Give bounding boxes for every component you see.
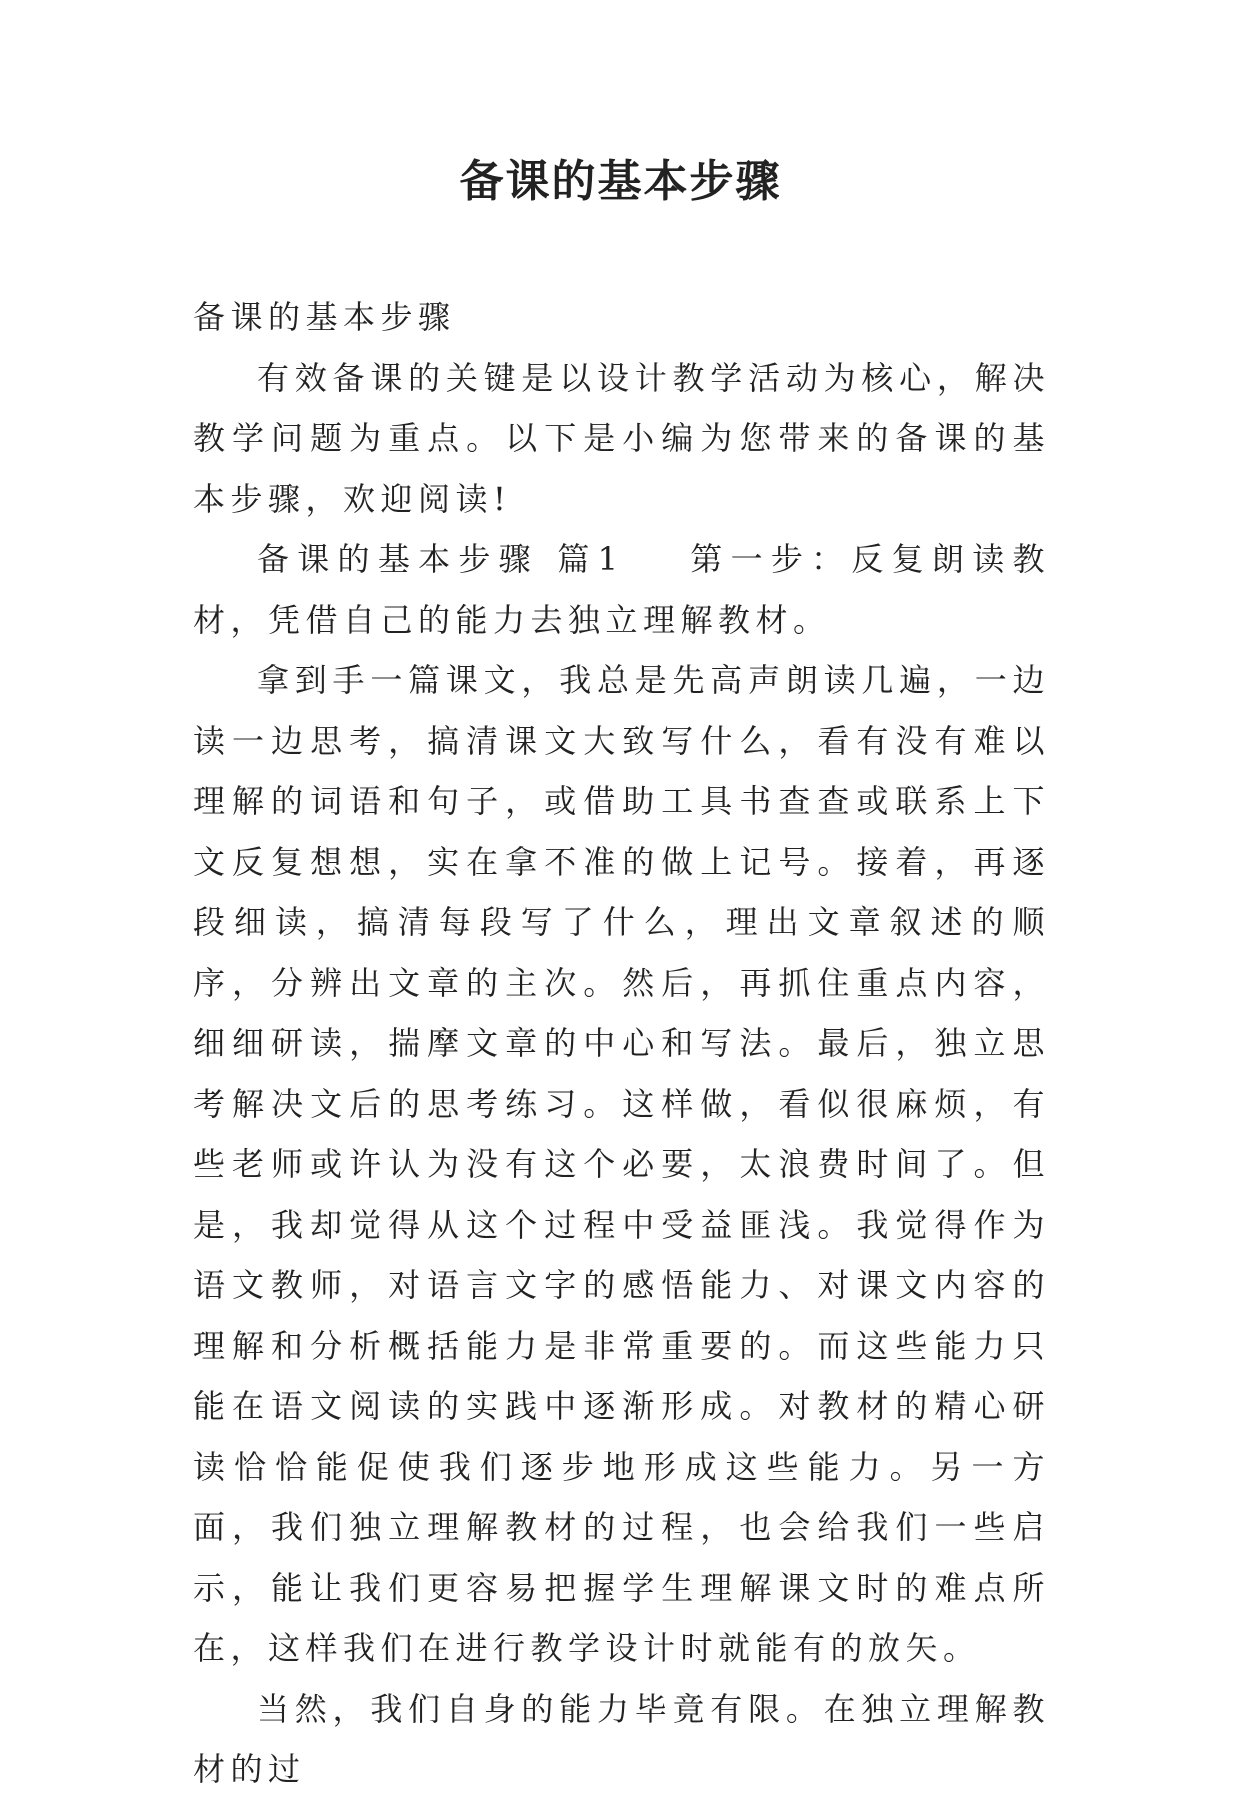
document-title: 备课的基本步骤 [459, 156, 782, 207]
intro-paragraph: 有效备课的关键是以设计教学活动为核心，解决教学问题为重点。以下是小编为您带来的备课的基本步骤，欢迎阅读! [193, 358, 1050, 518]
body-paragraph-1: 拿到手一篇课文，我总是先高声朗读几遍，一边读一边思考，搞清课文大致写什么，看有没有难以理解的词语和句子，或借助工具书查查或联系上下文反复想想，实在拿不准的做上记号。接着，再逐段细读，搞清每段写了什么，理出文章叙述的顺序，分辨出文章的主次。然后，再抓住重点内容，细细研读，揣摩文章的中心和写法。最后，独立思考解决文后的思考练习。这样做，看似很麻烦，有些老师或许认为没有这个必要，太浪费时间了。但是，我却觉得从这个过程中受益匪浅。我觉得作为语文教师，对语言文字的感悟能力、对课文内容的理解和分析概括能力是非常重要的。而这些能力只能在语文阅读的实践中逐渐形成。对教材的精心研读恰恰能促使我们逐步地形成这些能力。另一方面，我们独立理解教材的过程，也会给我们一些启示，能让我们更容易把握学生理解课文时的难点所在，这样我们在进行教学设计时就能有的放矢。 [193, 661, 1050, 1667]
body-paragraph-2: 当然，我们自身的能力毕竟有限。在独立理解教材的过 [193, 1689, 1050, 1788]
section-paragraph [193, 529, 1050, 650]
document-body [193, 287, 1050, 1800]
section-label: 备课的基本步骤 篇1 [257, 540, 624, 578]
document-subtitle: 备课的基本步骤 [193, 298, 456, 336]
section-step-text: 第一步：反复朗读教材，凭借自己的能力去独立理解教材。 [193, 540, 1050, 639]
